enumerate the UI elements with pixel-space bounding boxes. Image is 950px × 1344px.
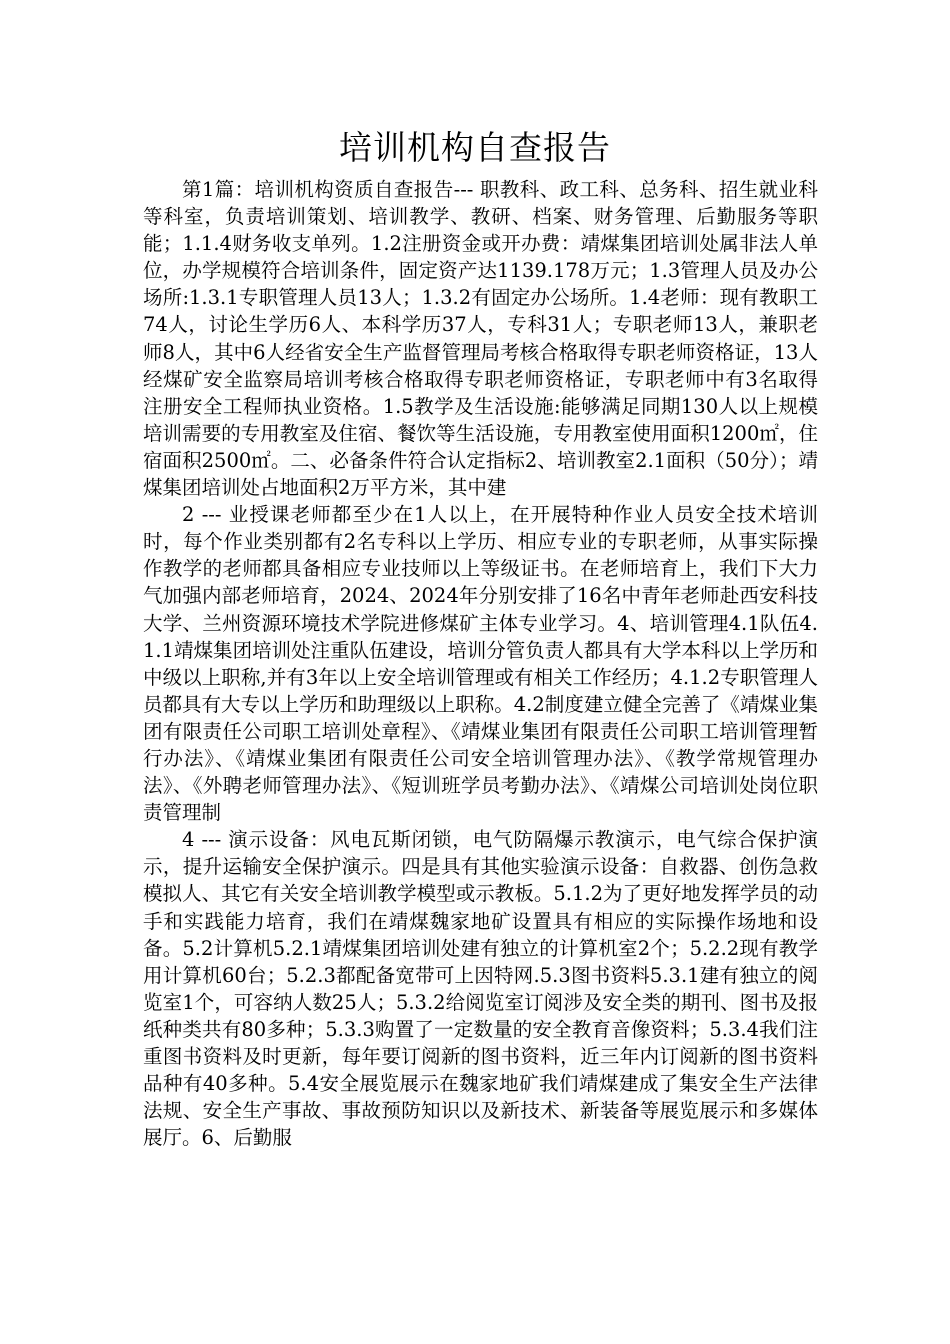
paragraph-2: 2 --- 业授课老师都至少在1人以上，在开展特种作业人员安全技术培训时，每个作业类别都有2名专科以上学历、相应专业的专职老师，从事实际操作教学的老师都具备相应专业技师以上等级证书。在老师培育上，我们下大力气加强内部老师培育，2024、2024年分别安排了16名中青年老师赴西安科技大学、兰州资源环境技术学院进修煤矿主体专业学习。4、培训管理4.1队伍4.1.1靖煤集团培训处注重队伍建设，培训分管负责人都具有大学本科以上学历和中级以上职称,并有3年以上安全培训管理或有相关工作经历；4.1.2专职管理人员都具有大专以上学历和助理级以上职称。4.2制度建立健全完善了《靖煤业集团有限责任公司职工培训处章程》、《靖煤业集团有限责任公司职工培训管理暂行办法》、《靖煤业集团有限责任公司安全培训管理办法》、《教学常规管理办法》、《外聘老师管理办法》、《短训班学员考勤办法》、《靖煤公司培训处岗位职责管理制 <box>143 503 818 825</box>
paragraph-3: 4 --- 演示设备：风电瓦斯闭锁，电气防隔爆示教演示，电气综合保护演示，提升运输安全保护演示。四是具有其他实验演示设备：自救器、创伤急救模拟人、其它有关安全培训教学模型或示教板。5.1.2为了更好地发挥学员的动手和实践能力培育，我们在靖煤魏家地矿设置具有相应的实际操作场地和设备。5.2计算机5.2.1靖煤集团培训处建有独立的计算机室2个；5.2.2现有教学用计算机60台；5.2.3都配备宽带可上因特网.5.3图书资料5.3.1建有独立的阅览室1个，可容纳人数25人；5.3.2给阅览室订阅涉及安全类的期刊、图书及报纸种类共有80多种；5.3.3购置了一定数量的安全教育音像资料；5.3.4我们注重图书资料及时更新，每年要订阅新的图书资料，近三年内订阅新的图书资料品种有40多种。5.4安全展览展示在魏家地矿我们靖煤建成了集安全生产法律法规、安全生产事故、事故预防知识以及新技术、新装备等展览展示和多媒体展厅。6、后勤服 <box>143 828 818 1150</box>
document-title: 培训机构自查报告 <box>339 128 611 167</box>
paragraph-1: 第1篇：培训机构资质自查报告--- 职教科、政工科、总务科、招生就业科等科室，负责培训策划、培训教学、教研、档案、财务管理、后勤服务等职能；1.1.4财务收支单列。1.2注册资金或开办费：靖煤集团培训处属非法人单位，办学规模符合培训条件，固定资产达1139.178万元；1.3管理人员及办公场所:1.3.1专职管理人员13人；1.3.2有固定办公场所。1.4老师：现有教职工74人，讨论生学历6人、本科学历37人，专科31人；专职老师13人，兼职老师8人，其中6人经省安全生产监督管理局考核合格取得专职老师资格证，13人经煤矿安全监察局培训考核合格取得专职老师资格证，专职老师中有3名取得注册安全工程师执业资格。1.5教学及生活设施:能够满足同期130人以上规模培训需要的专用教室及住宿、餐饮等生活设施，专用教室使用面积1200㎡，住宿面积2500㎡。二、必备条件符合认定指标2、培训教室2.1面积（50分）；靖煤集团培训处占地面积2万平方米，其中建 <box>143 178 818 500</box>
document-body <box>143 176 818 1151</box>
